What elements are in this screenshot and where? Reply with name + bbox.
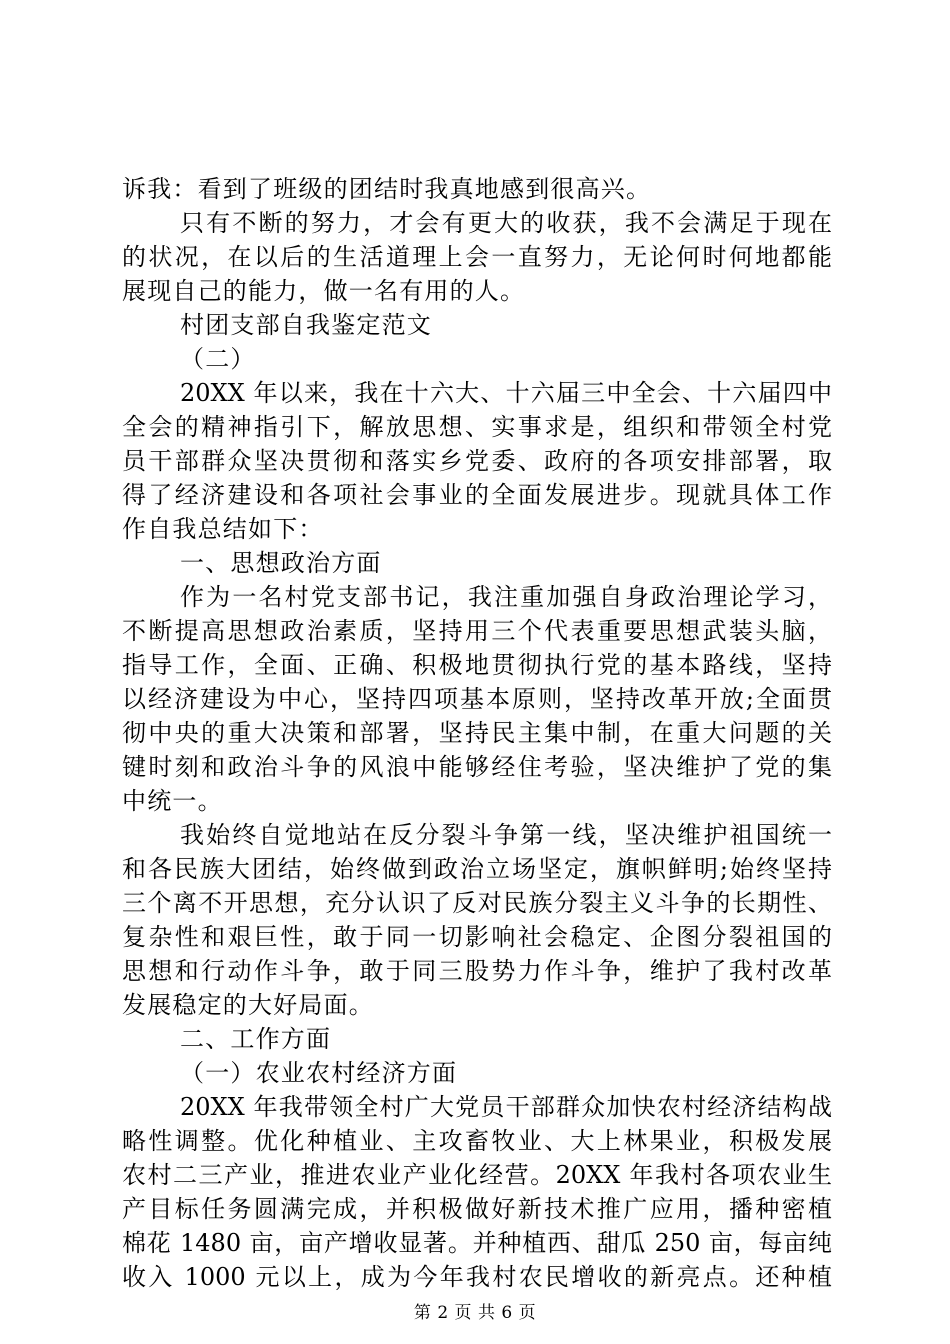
text-line: 发展稳定的大好局面。 xyxy=(122,991,374,1019)
text-line: 键时刻和政治斗争的风浪中能够经住考验，坚决维护了党的集 xyxy=(122,753,832,781)
text-line: 全会的精神指引下，解放思想、实事求是，组织和带领全村党 xyxy=(122,413,832,441)
text-line: 思想和行动作斗争，敢于同三股势力作斗争，维护了我村改革 xyxy=(122,957,832,985)
text-line: 作为一名村党支部书记，我注重加强自身政治理论学习， xyxy=(180,583,832,611)
text-line: 略性调整。优化种植业、主攻畜牧业、大上林果业，积极发展 xyxy=(122,1127,832,1155)
text-line: 得了经济建设和各项社会事业的全面发展进步。现就具体工作 xyxy=(122,481,832,509)
text-line: 三个离不开思想，充分认识了反对民族分裂主义斗争的长期性、 xyxy=(122,889,832,917)
text-line: 的状况，在以后的生活道理上会一直努力，无论何时何地都能 xyxy=(122,243,832,271)
text-line: 产目标任务圆满完成，并积极做好新技术推广应用，播种密植 xyxy=(122,1195,832,1223)
text-line: 农村二三产业，推进农业产业化经营。20XX 年我村各项农业生 xyxy=(122,1161,832,1189)
text-line: 指导工作，全面、正确、积极地贯彻执行党的基本路线，坚持 xyxy=(122,651,832,679)
text-line: 彻中央的重大决策和部署，坚持民主集中制，在重大问题的关 xyxy=(122,719,832,747)
document-body xyxy=(122,172,832,1294)
text-line: 展现自己的能力，做一名有用的人。 xyxy=(122,277,526,305)
text-line: 和各民族大团结，始终做到政治立场坚定，旗帜鲜明;始终坚持 xyxy=(122,855,832,883)
text-line: 收入 1000 元以上，成为今年我村农民增收的新亮点。还种植 xyxy=(122,1263,832,1291)
text-line: 棉花 1480 亩，亩产增收显著。并种植西、甜瓜 250 亩，每亩纯 xyxy=(122,1229,832,1257)
text-line: 作自我总结如下： xyxy=(122,515,324,543)
text-line: 只有不断的努力，才会有更大的收获，我不会满足于现在 xyxy=(180,209,832,237)
text-line: 员干部群众坚决贯彻和落实乡党委、政府的各项安排部署，取 xyxy=(122,447,832,475)
text-line: 诉我：看到了班级的团结时我真地感到很高兴。 xyxy=(122,175,652,203)
text-line: 不断提高思想政治素质，坚持用三个代表重要思想武装头脑， xyxy=(122,617,832,645)
section-heading: 村团支部自我鉴定范文 xyxy=(180,311,432,339)
text-line: 我始终自觉地站在反分裂斗争第一线，坚决维护祖国统一 xyxy=(180,821,832,849)
section-heading: 二、工作方面 xyxy=(180,1025,332,1053)
text-line: 中统一。 xyxy=(122,787,223,815)
text-line: 20XX 年以来，我在十六大、十六届三中全会、十六届四中 xyxy=(180,379,832,407)
section-subheading: （一）农业农村经济方面 xyxy=(180,1059,458,1087)
section-heading: 一、思想政治方面 xyxy=(180,549,382,577)
text-line: 20XX 年我带领全村广大党员干部群众加快农村经济结构战 xyxy=(180,1093,832,1121)
page-number-footer: 第 2 页 共 6 页 xyxy=(413,1303,537,1323)
text-line: 以经济建设为中心，坚持四项基本原则，坚持改革开放;全面贯 xyxy=(122,685,832,713)
section-subheading: （二） xyxy=(180,345,256,373)
text-line: 复杂性和艰巨性，敢于同一切影响社会稳定、企图分裂祖国的 xyxy=(122,923,832,951)
